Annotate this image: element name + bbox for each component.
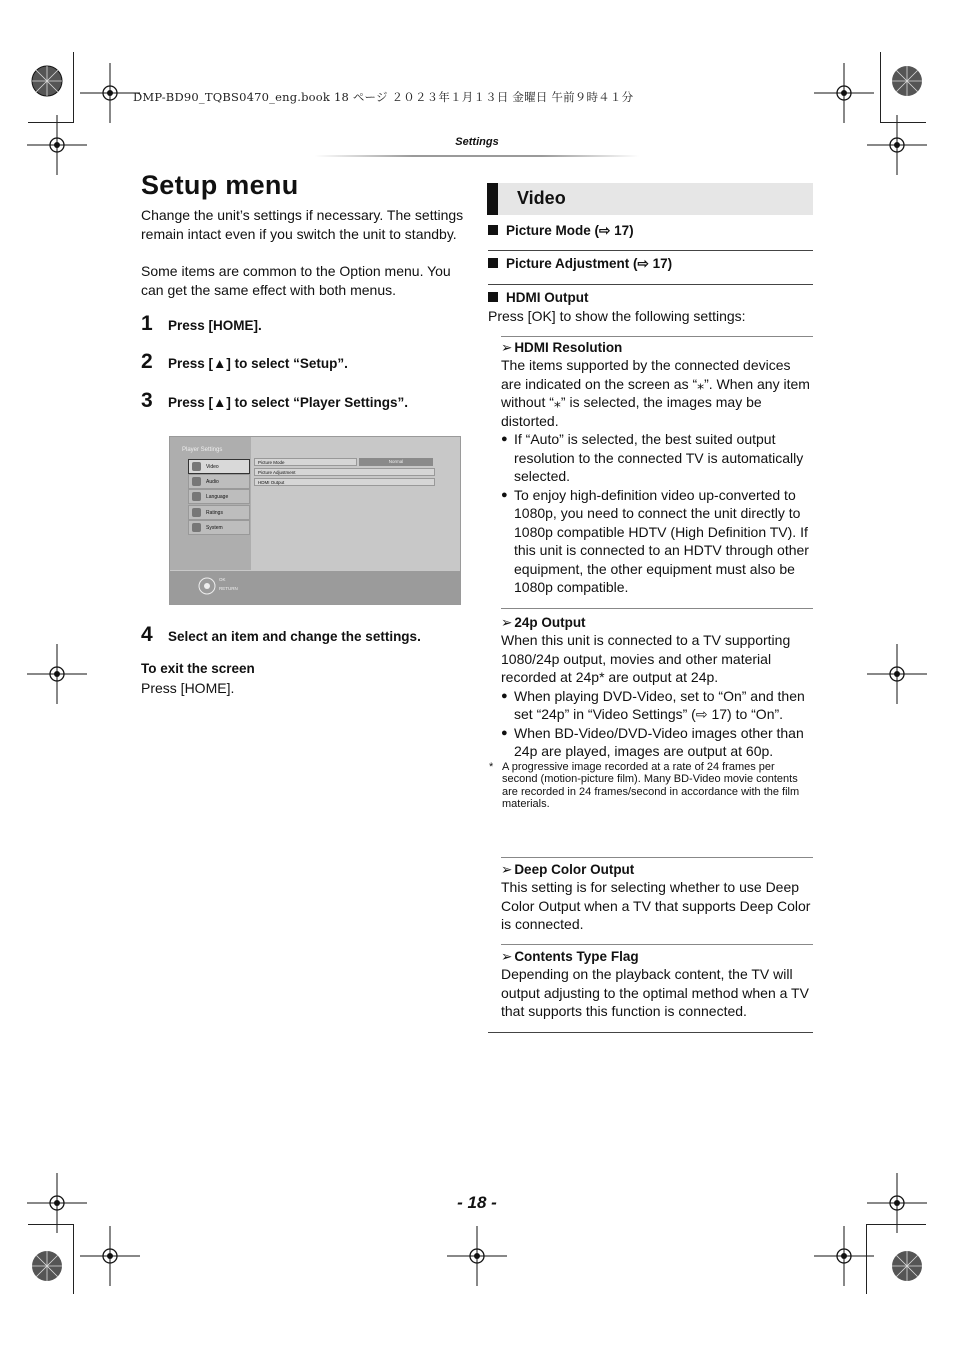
screen-ok-label: OK bbox=[219, 577, 226, 582]
crosshair-mark bbox=[80, 63, 140, 123]
screen-menu-audio: Audio bbox=[188, 474, 250, 489]
ratings-icon bbox=[192, 508, 201, 517]
bullet-item: ● When playing DVD-Video, set to “On” and then set “24p” in “Video Settings” (⇨ 17) to “On”. bbox=[501, 687, 805, 722]
step-number: 1 bbox=[141, 312, 153, 335]
divider bbox=[488, 1032, 813, 1033]
bullet-item: ● To enjoy high-definition video up-converted to 1080p, you need to connect the unit directly to 1080p compatible HDTV (High Definition TV). If this unit is connected to an HDTV through other equipment, the other equipment must also be 1080p compatible. bbox=[501, 486, 809, 595]
hdmi-output-heading: HDMI Output bbox=[488, 290, 588, 305]
square-bullet-icon bbox=[488, 258, 498, 268]
screen-return-label: RETURN bbox=[219, 586, 238, 591]
page-number: - 18 - bbox=[457, 1193, 497, 1212]
24p-output-title: ➢ 24p Output bbox=[501, 615, 586, 630]
crop-line bbox=[880, 122, 926, 123]
screen-row: HDMI Output bbox=[254, 478, 435, 486]
intro-paragraph-2: Some items are common to the Option menu. You can get the same effect with both menus. bbox=[141, 263, 451, 298]
step-number: 4 bbox=[141, 623, 153, 646]
step-3 bbox=[141, 389, 408, 413]
step-text: Press [HOME]. bbox=[168, 318, 262, 333]
crosshair-mark bbox=[27, 644, 87, 704]
screen-row: Picture Mode bbox=[254, 458, 357, 466]
24p-output-block bbox=[489, 615, 813, 811]
bullet-dot-icon: ● bbox=[501, 689, 508, 702]
picture-adjustment-heading: Picture Adjustment (⇨ 17) bbox=[488, 256, 672, 272]
arrow-bullet-icon: ➢ bbox=[501, 615, 513, 630]
intro-paragraph-1: Change the unit’s settings if necessary. The settings remain intact even if you switch the unit to standby. bbox=[141, 207, 464, 242]
printer-registration-circle bbox=[17, 1236, 77, 1296]
video-icon bbox=[192, 462, 201, 471]
crosshair-mark bbox=[867, 644, 927, 704]
hdmi-resolution-block bbox=[501, 340, 813, 597]
contents-type-flag-block bbox=[501, 949, 813, 1021]
audio-icon bbox=[192, 477, 201, 486]
step-text: Press [▲] to select “Setup”. bbox=[168, 356, 348, 371]
divider bbox=[501, 944, 813, 945]
crosshair-mark bbox=[80, 1226, 140, 1286]
crop-line bbox=[28, 122, 74, 123]
language-icon bbox=[192, 492, 201, 501]
section-label: Settings bbox=[455, 136, 499, 148]
divider bbox=[501, 336, 813, 337]
step-2 bbox=[141, 350, 348, 374]
crop-line bbox=[866, 1224, 867, 1294]
bullet-item: ● If “Auto” is selected, the best suited output resolution to the connected TV is automatically selected. bbox=[501, 431, 804, 484]
square-bullet-icon bbox=[488, 292, 498, 302]
cursor-pad-icon bbox=[197, 576, 217, 596]
arrow-bullet-icon: ➢ bbox=[501, 949, 513, 964]
section-bar bbox=[487, 183, 498, 215]
screen-menu-video: Video bbox=[188, 459, 250, 474]
section-rule bbox=[315, 155, 639, 157]
step-number: 3 bbox=[141, 389, 153, 412]
screen-menu-system: System bbox=[188, 520, 250, 535]
hdmi-resolution-title: ➢ HDMI Resolution bbox=[501, 340, 623, 355]
square-bullet-icon bbox=[488, 225, 498, 235]
step-text: Press [▲] to select “Player Settings”. bbox=[168, 395, 408, 410]
exit-heading: To exit the screen bbox=[141, 661, 255, 676]
divider bbox=[488, 250, 813, 251]
bullet-dot-icon: ● bbox=[501, 433, 508, 445]
screen-bottom-bar bbox=[170, 571, 460, 604]
player-settings-screen bbox=[169, 436, 461, 605]
step-text: Select an item and change the settings. bbox=[168, 629, 421, 644]
arrow-bullet-icon: ➢ bbox=[501, 862, 513, 877]
hdmi-resolution-text: The items supported by the connected devices are indicated on the screen as “⁎”. When any item without “⁎” is selected, the images may be distorted. bbox=[501, 357, 810, 429]
exit-text: Press [HOME]. bbox=[141, 680, 235, 696]
crop-line bbox=[73, 52, 74, 122]
crosshair-mark bbox=[814, 63, 874, 123]
step-1 bbox=[141, 312, 262, 336]
contents-type-flag-text: Depending on the playback content, the TV will output adjusting to the optimal method when a TV that supports this function is connected. bbox=[501, 966, 809, 1019]
book-info-line: DMP-BD90_TQBS0470_eng.book 18 ページ ２０２３年１月１３日 金曜日 午前９時４１分 bbox=[133, 90, 634, 104]
crosshair-mark bbox=[814, 1226, 874, 1286]
crosshair-mark bbox=[447, 1226, 507, 1286]
system-icon bbox=[192, 523, 201, 532]
screen-menu-language: Language bbox=[188, 489, 250, 504]
divider bbox=[488, 284, 813, 285]
video-section-title: Video bbox=[517, 188, 566, 208]
deep-color-block bbox=[501, 862, 813, 934]
arrow-bullet-icon: ➢ bbox=[501, 340, 513, 355]
hdmi-output-text: Press [OK] to show the following settings: bbox=[488, 308, 746, 324]
divider bbox=[501, 857, 813, 858]
footnote: * A progressive image recorded at a rate of 24 frames per second (motion-picture film). Many BD-Video movie contents are recorded in 24 frames/second in accordance with the film materials. bbox=[489, 760, 800, 810]
printer-registration-circle bbox=[877, 51, 937, 111]
screen-menu-ratings: Ratings bbox=[188, 505, 250, 520]
crop-line bbox=[73, 1224, 74, 1294]
crop-line bbox=[880, 52, 881, 122]
footnote-mark: * bbox=[489, 760, 494, 773]
step-number: 2 bbox=[141, 350, 153, 373]
crop-line bbox=[28, 1224, 74, 1225]
screen-row-value: Normal bbox=[359, 458, 433, 466]
24p-output-text: When this unit is connected to a TV supporting 1080/24p output, movies and other material recorded at 24p* are output at 24p. bbox=[501, 632, 791, 685]
bullet-dot-icon: ● bbox=[501, 726, 508, 739]
deep-color-text: This setting is for selecting whether to use Deep Color Output when a TV that supports Deep Color is connected. bbox=[501, 879, 811, 932]
printer-registration-circle bbox=[877, 1236, 937, 1296]
screen-title: Player Settings bbox=[182, 447, 223, 453]
picture-mode-heading: Picture Mode (⇨ 17) bbox=[488, 223, 634, 239]
deep-color-title: ➢ Deep Color Output bbox=[501, 862, 635, 877]
screen-row: Picture Adjustment bbox=[254, 468, 435, 476]
contents-type-flag-title: ➢ Contents Type Flag bbox=[501, 949, 639, 964]
step-4 bbox=[141, 623, 421, 647]
video-section-header bbox=[487, 183, 813, 215]
bullet-dot-icon: ● bbox=[501, 488, 508, 501]
crop-line bbox=[866, 1224, 926, 1225]
bullet-item: ● When BD-Video/DVD-Video images other than 24p are played, images are output at 60p. bbox=[501, 724, 804, 759]
page-title: Setup menu bbox=[141, 170, 299, 200]
printer-registration-circle bbox=[17, 51, 77, 111]
divider bbox=[501, 608, 813, 609]
